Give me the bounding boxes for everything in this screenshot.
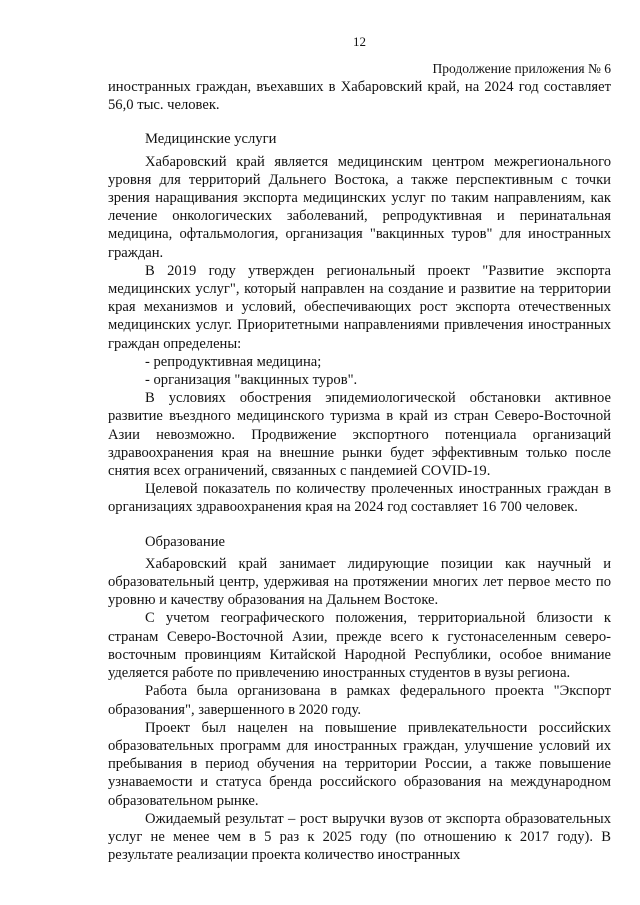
education-paragraph-3: Работа была организована в рамках федерального проекта "Экспорт образования", завершенного в 2020 году.	[108, 683, 611, 718]
intro-continuation: иностранных граждан, въехавших в Хабаровский край, на 2024 год составляет 56,0 тыс. человек.	[108, 79, 611, 114]
medical-paragraph-3: В условиях обострения эпидемиологической обстановки активное развитие въездного медицинского туризма в край из стран Северо-Восточной Азии невозможно. Продвижение экспортного потенциала организаций здравоохранения края на внешние рынки будет эффективным только после снятия всех ограничений, связанных с пандемией COVID-19.	[108, 390, 611, 480]
medical-list-item-1: - репродуктивная медицина;	[145, 353, 322, 370]
education-paragraph-4: Проект был нацелен на повышение привлекательности российских образовательных программ для иностранных граждан, улучшение условий их пребывания в период обучения на территории России, а также повышение узнаваемости и статуса бренда российского образования на международном образовательном рынке.	[108, 719, 611, 809]
medical-paragraph-1: Хабаровский край является медицинским центром межрегионального уровня для территорий Дальнего Востока, а также перспективным с точки зрения наращивания экспорта медицинских услуг по таким направлениям, как лечение онкологических заболеваний, репродуктивная и перинатальная медицина, офтальмология, организация "вакцинных туров" для иностранных граждан.	[108, 153, 611, 261]
appendix-label: Продолжение приложения № 6	[432, 61, 611, 76]
education-paragraph-5: Ожидаемый результат – рост выручки вузов от экспорта образовательных услуг не менее чем в 5 раз к 2025 году (по отношению к 2017 году). В результате реализации проекта количество иностранных	[108, 810, 611, 864]
section-heading-medical: Медицинские услуги	[145, 131, 277, 148]
education-paragraph-1: Хабаровский край занимает лидирующие позиции как научный и образовательный центр, удерживая на протяжении многих лет первое место по уровню и качеству образования на Дальнем Востоке.	[108, 555, 611, 609]
medical-list-item-2: - организация "вакцинных туров".	[145, 372, 358, 389]
education-paragraph-2: С учетом географического положения, территориальной близости к странам Северо-Восточной Азии, прежде всего к густонаселенным северо-восточным провинциям Китайской Народной Республики, особое внимание уделяется работе по привлечению иностранных студентов в вузы региона.	[108, 610, 611, 682]
page-number: 12	[353, 34, 366, 49]
document-page	[108, 34, 611, 864]
medical-paragraph-2: В 2019 году утвержден региональный проект "Развитие экспорта медицинских услуг", который направлен на создание и развитие на территории края механизмов и условий, обеспечивающих рост экспорта отечественных медицинских услуг. Приоритетными направлениями привлечения иностранных граждан определены:	[108, 262, 611, 352]
medical-paragraph-4: Целевой показатель по количеству пролеченных иностранных граждан в организациях здравоохранения края на 2024 год составляет 16 700 человек.	[108, 481, 611, 516]
section-heading-education: Образование	[145, 533, 225, 550]
